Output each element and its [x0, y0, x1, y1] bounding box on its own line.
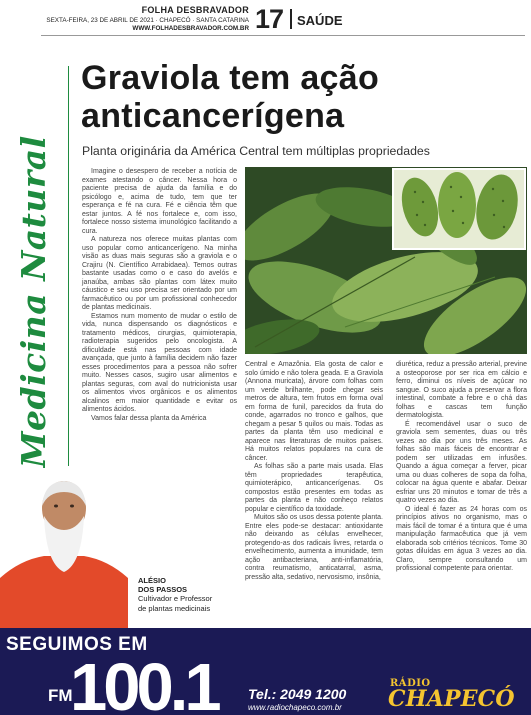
paragraph: Vamos falar dessa planta da América: [91, 414, 207, 422]
page-number: 17: [255, 4, 284, 34]
article-column-3: [396, 361, 527, 574]
newspaper-website: WWW.FOLHADESBRAVADOR.COM.BR: [132, 25, 249, 32]
author-name-line-1: ALÉSIO: [138, 576, 166, 585]
author-name: [138, 577, 187, 594]
author-name-line-2: DOS PASSOS: [138, 584, 188, 594]
paragraph: As folhas são a parte mais usada. Elas têm propriedades terapêutica, quimioterápico, anticancerígenas. Os compostos estão presentes em todas as partes da planta e não conheço relatos popular e científico da toxidade.: [245, 463, 383, 513]
ad-website: www.radiochapeco.com.br: [248, 703, 342, 712]
ad-phone: Tel.: 2049 1200: [248, 686, 347, 702]
article-headline: [81, 59, 521, 136]
header-info: [9, 5, 249, 32]
header-divider: [290, 9, 292, 29]
author-role-line-2: de plantas medicinais: [138, 603, 211, 613]
paragraph: Imagine o desespero de receber a notícia de exames atestando o câncer. Nessa hora o paciente precisa de ajuda da família e do psicólogo e, acima de tudo, tem que ter esperança e fé na cura. Fé e ciência têm que estar juntos. A fé nos fortalece e, com isso, fortalece nosso sistema imunológico facilitando a cura.: [82, 168, 237, 235]
paragraph: A natureza nos oferece muitas plantas com uso popular como anticancerígeno. Na minha visão as duas mais seguras são a graviola e o Crajiru (N. Científico Arrabidaea). Temos outras bastante usadas como o e caso do avelós e janaúba, ambas são plantas com látex muito cáustico e seu uso precisa ser orientado por um farmacêutico ou por um profissional conhecedor de plantas medicinais.: [82, 236, 237, 311]
radio-logo: CHAPECÓ: [388, 686, 515, 712]
leaves-and-fruit-illustration: [245, 167, 527, 354]
article-column-2: [245, 361, 383, 582]
paragraph: É recomendável usar o suco de graviola sem sementes, duas ou três vezes ao dia por uns três meses. As folhas são mais fáceis de encontrar e podem ser utilizadas em infusões. Quando a água começar a ferver, picar uma ou duas colheres de sopa da folha, colocar na água quente e abafar. Deixar esfriar uns 20 minutos e tomar de três a quatro vezes ao dia.: [396, 420, 527, 504]
column-title-rule: [68, 66, 69, 466]
ad-headline: SEGUIMOS EM: [6, 634, 148, 655]
article-column-1: [82, 168, 237, 423]
paragraph: Central e Amazônia. Ela gosta de calor e solo úmido e não tolera geada. E a Graviola (Annona muricata), árvore com folhas com um verde brilhante, pode chegar seis metros de altura, tem frutos em forma oval em forma de funil, parecidos da fruta do conde, agarrados no tronco e galhos, que chegam a pesar 5 quilos ou mais. Todas as partes da planta têm uso medicinal e aparece nas literaturas de muitos países. Há muitos relatos populares na cura de câncer.: [245, 361, 383, 462]
paragraph: Estamos num momento de mudar o estilo de vida, nunca dispensando os diagnósticos e tratamento médicos, cirurgias, quimioterapia, radioterapia sugeridos pelo oncologista. A dificuldade está nas pessoas com idade avançada, que junto à família decidem não fazer esses procedimentos para a pessoa não sofrer muito. Nesses casos, sugiro usar alimentos e plantas seguras, com aval do nutricionista usar os alimentos vivos orgânicos e os alimentos alcalinos em maior quantidade e evitar os alimentos ácidos.: [82, 312, 237, 413]
page-header: [0, 0, 531, 40]
date-line: SEXTA-FEIRA, 23 DE ABRIL DE 2021 · CHAPECÓ · SANTA CATARINA: [46, 17, 249, 24]
author-role-line-1: Cultivador e Professor: [138, 594, 213, 603]
radio-logo-top: RÁDIO: [390, 678, 431, 689]
soursop-tree-photo: [245, 167, 527, 354]
paragraph: diurética, reduz a pressão arterial, previne a osteoporose por ser rica em cálcio e ferro, diminui os níveis de açúcar no sangue. O suco ajuda a preservar a flora intestinal, combate a febre e o chá das folhas e cascas tem função dermatologista.: [396, 361, 527, 419]
headline-line-2: anticancerígena: [81, 97, 345, 136]
paragraph: Muitos são os usos dessa potente planta. Entre eles pode-se destacar: antioxidante não deixando as células envelhecer, protegendo-as dos radicais livres, retarda o envelhecimento, aumenta a imunidade, tem ação antibacteriana, anti-inflamatória, contra reumatismo, anticatarral, asma, pressão alta, sedativo, nervosismo, insônia,: [245, 514, 383, 581]
headline-line-1: Graviola tem ação: [81, 59, 380, 97]
article-subtitle: Planta originária da América Central tem múltiplas propriedades: [82, 144, 430, 158]
ad-band: FM: [48, 686, 73, 705]
ad-frequency: 100.1: [70, 650, 218, 715]
header-rule: [41, 35, 525, 36]
author-portrait: [0, 468, 128, 628]
author-photo: [0, 468, 128, 628]
column-title: Medicina Natural: [14, 135, 53, 468]
newspaper-name: FOLHA DESBRAVADOR: [141, 5, 249, 15]
paragraph: O ideal é fazer as 24 horas com os princípios ativos no organismo, mas o mais fácil de tomar é a tintura que é uma manipulação farmacêutica que já vem elaborada sob critérios técnicos. Tome 30 gotas diluídas em água 3 vezes ao dia. Claro, sempre consultando um profissional competente para orientar.: [396, 505, 527, 572]
section-name: SAÚDE: [297, 13, 343, 28]
author-role: [138, 594, 212, 613]
radio-advertisement: [0, 628, 531, 715]
